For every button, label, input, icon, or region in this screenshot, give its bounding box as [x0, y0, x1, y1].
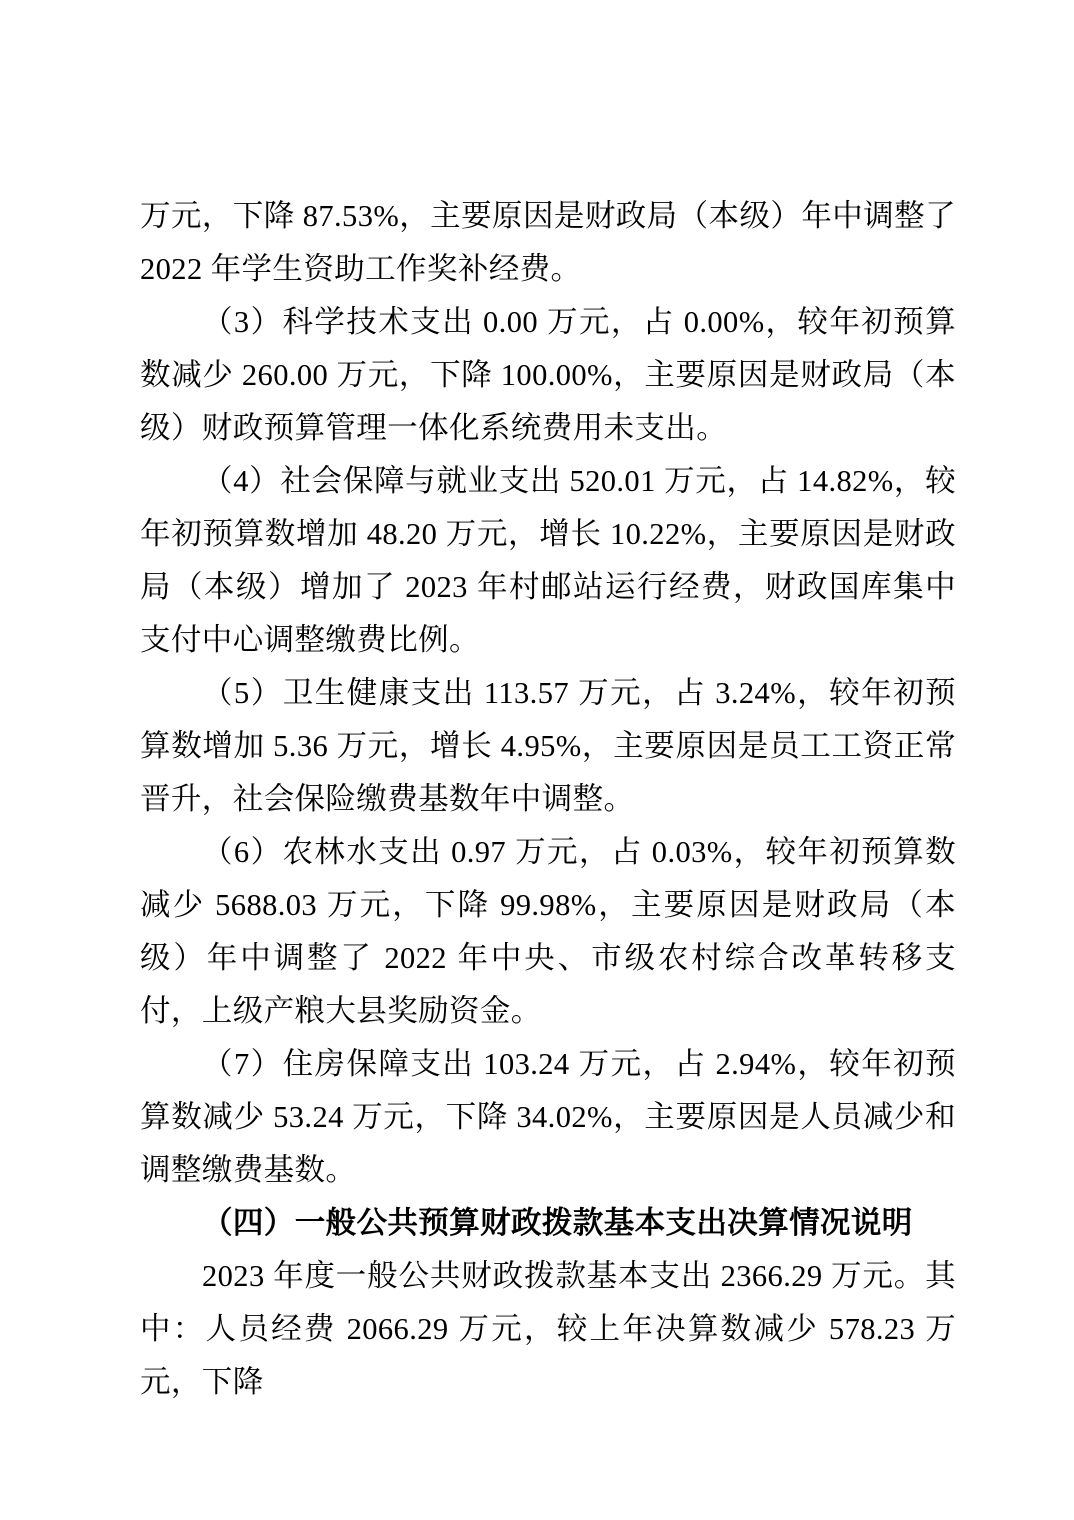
paragraph-basic-expenditure: 2023 年度一般公共财政拨款基本支出 2366.29 万元。其中：人员经费 2066.29 万元，较上年决算数减少 578.23 万元，下降 [140, 1259, 956, 1399]
section-heading-four: （四）一般公共预算财政拨款基本支出决算情况说明 [202, 1206, 913, 1240]
document-body [140, 190, 956, 1409]
paragraph-item-7: （7）住房保障支出 103.24 万元，占 2.94%，较年初预算数减少 53.24 万元，下降 34.02%，主要原因是人员减少和调整缴费基数。 [140, 1047, 956, 1187]
paragraph-item-6: （6）农林水支出 0.97 万元，占 0.03%，较年初预算数减少 5688.03 万元，下降 99.98%，主要原因是财政局（本级）年中调整了 2022 年中央、市级农村综合改革转移支付，上级产粮大县奖励资金。 [140, 835, 956, 1028]
paragraph-continuation: 万元，下降 87.53%，主要原因是财政局（本级）年中调整了 2022 年学生资助工作奖补经费。 [140, 199, 956, 286]
paragraph-item-4: （4）社会保障与就业支出 520.01 万元，占 14.82%，较年初预算数增加 48.20 万元，增长 10.22%，主要原因是财政局（本级）增加了 2023 年村邮站运行经费，财政国库集中支付中心调整缴费比例。 [140, 464, 956, 657]
paragraph-item-3: （3）科学技术支出 0.00 万元，占 0.00%，较年初预算数减少 260.00 万元，下降 100.00%，主要原因是财政局（本级）财政预算管理一体化系统费用未支出。 [140, 305, 956, 445]
paragraph-item-5: （5）卫生健康支出 113.57 万元，占 3.24%，较年初预算数增加 5.36 万元，增长 4.95%，主要原因是员工工资正常晋升，社会保险缴费基数年中调整。 [140, 676, 956, 816]
